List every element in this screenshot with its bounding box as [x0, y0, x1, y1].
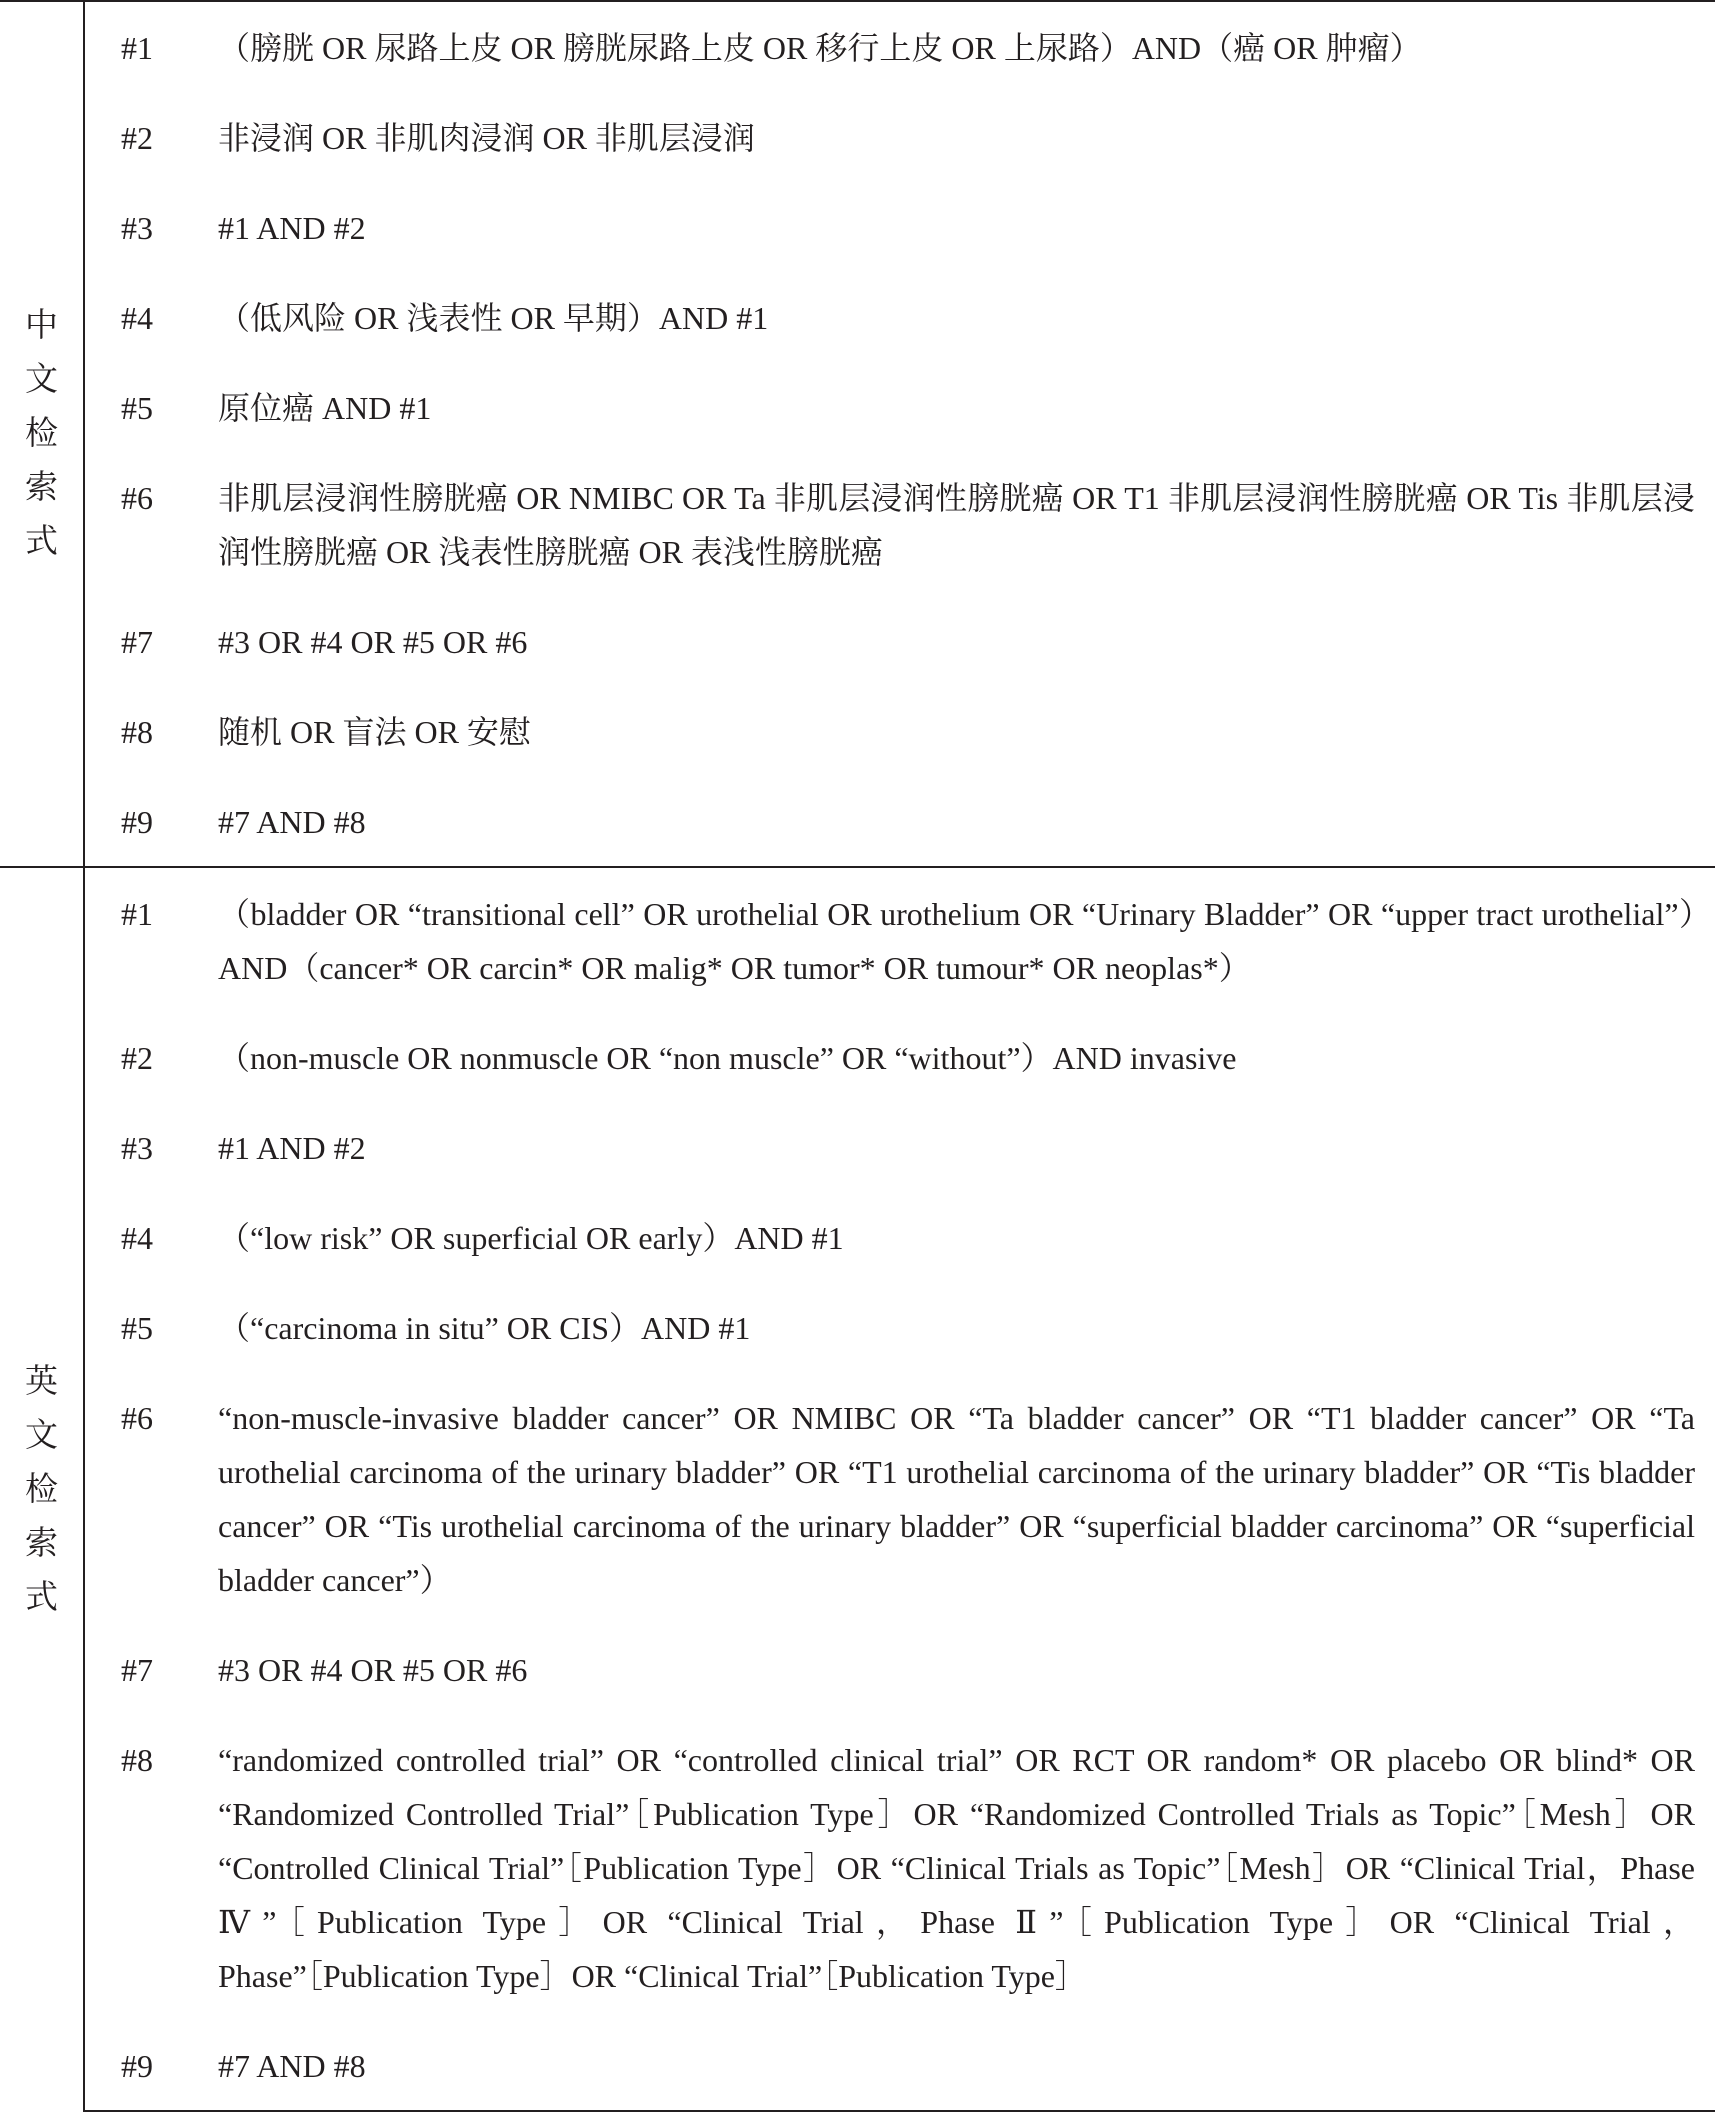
section-label-char: 检: [25, 416, 58, 452]
query-expression: “non-muscle-invasive bladder cancer” OR NMIBC OR “Ta bladder cancer” OR “T1 bladder cancer” OR “Ta urothelial carcinoma of the urinary bladder” OR “T1 urothelial carcinoma of the urinary bladder” OR “Tis bladder cancer” OR “Tis urothelial carcinoma of the urinary bladder” OR “superficial bladder carcinoma” OR “superficial bladder cancer”）: [218, 1400, 1695, 1598]
query-expression: （bladder OR “transitional cell” OR urothelial OR urothelium OR “Urinary Bladder” OR “upper tract urothelial”）AND（cancer* OR carcin* OR malig* OR tumor* OR tumour* OR neoplas*）: [218, 867, 1715, 1012]
query-number: #9: [84, 2020, 218, 2111]
query-expression: （膀胱 OR 尿路上皮 OR 膀胱尿路上皮 OR 移行上皮 OR 上尿路）AND（癌 OR 肿瘤）: [218, 1, 1715, 92]
section-label-char: 检: [25, 1471, 58, 1508]
query-expression: #3 OR #4 OR #5 OR #6: [218, 624, 528, 660]
query-number: #2: [121, 120, 153, 156]
table-row: [0, 1102, 1715, 1192]
table-row: [0, 2020, 1715, 2111]
table-row: [0, 362, 1715, 452]
table-row: [0, 1192, 1715, 1282]
query-number: #6: [121, 1400, 153, 1436]
query-number: #1: [84, 867, 218, 1012]
table-row: [0, 92, 1715, 182]
section-label-char: 英: [25, 1363, 58, 1400]
query-number: #5: [121, 390, 153, 426]
table-row: [0, 1, 1715, 92]
query-number: #2: [121, 1040, 153, 1076]
table-row: [0, 686, 1715, 776]
query-number: #3: [121, 1130, 153, 1166]
query-number: #9: [84, 776, 218, 867]
query-expression: 随机 OR 盲法 OR 安慰: [218, 714, 531, 750]
query-number: #6: [121, 480, 153, 516]
query-number: #4: [121, 1220, 153, 1256]
section-label-char: 索: [25, 470, 58, 506]
query-number: #8: [121, 714, 153, 750]
table-row: [0, 1624, 1715, 1714]
section-label-char: 索: [25, 1525, 58, 1562]
query-number: #3: [121, 210, 153, 246]
table-row: [0, 1714, 1715, 2020]
query-expression: （non-muscle OR nonmuscle OR “non muscle” OR “without”）AND invasive: [218, 1040, 1237, 1076]
table-row: [0, 1012, 1715, 1102]
table-row: [0, 1372, 1715, 1624]
query-expression: #7 AND #8: [218, 2020, 1715, 2111]
table-row: [0, 272, 1715, 362]
query-number: #4: [121, 300, 153, 336]
query-number: #1: [84, 1, 218, 92]
table-row: [0, 776, 1715, 867]
table-body: [0, 1, 1715, 2111]
query-expression: （“low risk” OR superficial OR early）AND #1: [218, 1220, 844, 1256]
query-expression: 原位癌 AND #1: [218, 390, 432, 426]
section-label-char: 文: [25, 1417, 58, 1454]
query-expression: #1 AND #2: [218, 210, 366, 246]
query-expression: 非浸润 OR 非肌肉浸润 OR 非肌层浸润: [218, 120, 755, 156]
query-expression: #7 AND #8: [218, 776, 1715, 867]
table-row: [0, 867, 1715, 1012]
table-row: [0, 182, 1715, 272]
section-label-char: 式: [25, 1579, 58, 1616]
query-expression: （“carcinoma in situ” OR CIS）AND #1: [218, 1310, 751, 1346]
query-expression: （低风险 OR 浅表性 OR 早期）AND #1: [218, 300, 769, 336]
table-row: [0, 596, 1715, 686]
query-expression: #3 OR #4 OR #5 OR #6: [218, 1652, 528, 1688]
query-number: #8: [121, 1742, 153, 1778]
section-label-char: 中: [25, 308, 58, 344]
query-number: #7: [121, 624, 153, 660]
section-label-char: 式: [25, 524, 58, 560]
query-number: #5: [121, 1310, 153, 1346]
query-expression: “randomized controlled trial” OR “controlled clinical trial” OR RCT OR random* OR placebo OR blind* OR “Randomized Controlled Trial”［Publication Type］OR “Randomized Controlled Trials as Topic”［Mesh］OR “Controlled Clinical Trial”［Publication Type］OR “Clinical Trials as Topic”［Mesh］OR “Clinical Trial，Phase Ⅳ”［Publication Type］OR “Clinical Trial，Phase Ⅱ”［Publication Type］OR “Clinical Trial，Phase”［Publication Type］OR “Clinical Trial”［Publication Type］: [218, 1742, 1695, 1994]
section-label-chinese: [0, 1, 84, 867]
query-expression: 非肌层浸润性膀胱癌 OR NMIBC OR Ta 非肌层浸润性膀胱癌 OR T1 非肌层浸润性膀胱癌 OR Tis 非肌层浸润性膀胱癌 OR 浅表性膀胱癌 OR 表浅性膀胱癌: [218, 480, 1695, 570]
section-label-char: 文: [25, 362, 58, 398]
query-expression: #1 AND #2: [218, 1130, 366, 1166]
table-row: [0, 1282, 1715, 1372]
table-row: [0, 452, 1715, 596]
section-label-english: [0, 867, 84, 2111]
query-number: #7: [121, 1652, 153, 1688]
